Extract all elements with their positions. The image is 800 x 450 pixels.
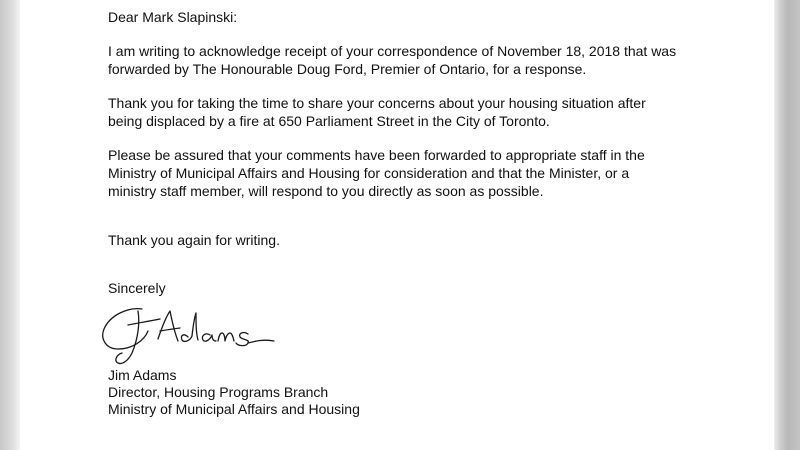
paragraph-3-line-2: Ministry of Municipal Affairs and Housing for consideration and that the Minister, or a (108, 165, 630, 181)
handwritten-signature (98, 303, 298, 371)
signatory-title: Director, Housing Programs Branch (108, 384, 329, 400)
paragraph-1-line-2: forwarded by The Honourable Doug Ford, Premier of Ontario, for a response. (108, 61, 587, 77)
paragraph-3-line-1: Please be assured that your comments have been forwarded to appropriate staff in the (108, 147, 645, 163)
page-right-edge (774, 0, 800, 450)
paragraph-2-line-2: being displaced by a fire at 650 Parliament Street in the City of Toronto. (108, 113, 550, 129)
paragraph-4-line-1: Thank you again for writing. (108, 232, 280, 248)
paragraph-3-line-3: ministry staff member, will respond to you directly as soon as possible. (108, 183, 544, 199)
signatory-name: Jim Adams (108, 367, 177, 383)
closing: Sincerely (108, 280, 166, 296)
salutation: Dear Mark Slapinski: (108, 9, 238, 25)
letter-page (20, 0, 774, 450)
signatory-organization: Ministry of Municipal Affairs and Housing (108, 401, 360, 417)
page-left-edge (0, 0, 20, 450)
paragraph-1-line-1: I am writing to acknowledge receipt of your correspondence of November 18, 2018 that was (108, 43, 677, 59)
paragraph-2-line-1: Thank you for taking the time to share your concerns about your housing situation after (108, 95, 646, 111)
